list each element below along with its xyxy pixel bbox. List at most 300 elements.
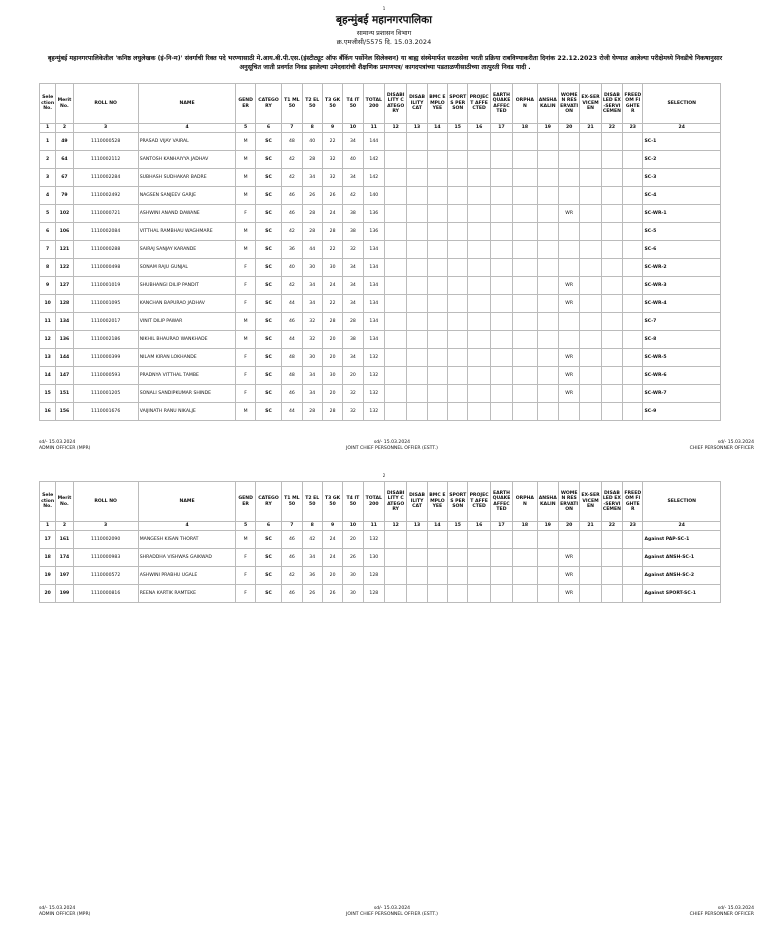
table-cell [623,567,643,585]
table-cell: F [236,349,255,367]
table-cell: 102 [56,205,73,223]
table-cell: 1110000399 [73,349,138,367]
column-header: CATEGORY [255,482,281,522]
table-cell [448,241,468,259]
table-cell [513,331,537,349]
table-cell [448,403,468,421]
table-cell: SONALI SANDIPKUMAR SHINDE [138,385,236,403]
column-header: SELECTION [643,84,721,124]
table-cell: 142 [363,169,384,187]
table-cell [407,367,427,385]
table-cell: 174 [56,549,73,567]
table-cell: 1110000721 [73,205,138,223]
table-cell: 1110002017 [73,313,138,331]
table-cell: SC-4 [643,187,721,205]
table-cell: SHUBHANGI DILIP PANDIT [138,277,236,295]
table-cell [384,367,406,385]
table-cell: 34 [343,295,363,313]
table-cell: WR [558,349,579,367]
table-cell: 28 [302,403,322,421]
table-cell: 8 [40,259,56,277]
column-number: 7 [282,124,302,133]
table-cell: 20 [322,331,342,349]
table-cell: F [236,205,255,223]
table-cell [427,567,447,585]
table-cell: 34 [343,277,363,295]
table-cell: M [236,133,255,151]
column-number: 22 [601,124,622,133]
table-cell: SC [255,151,281,169]
table-cell: 30 [322,367,342,385]
table-cell [537,151,558,169]
table-cell [623,187,643,205]
column-number: 10 [343,522,363,531]
table-cell [490,549,512,567]
table-cell: 38 [343,223,363,241]
table-cell [623,549,643,567]
table-cell: 24 [322,531,342,549]
table-cell [384,403,406,421]
table-cell [601,295,622,313]
table-cell: 1110002492 [73,187,138,205]
signature-joint-chief: sd/- 15.03.2024 JOINT CHIEF PERSONNEL OFFIER (ESTT.) [346,906,438,917]
table-cell: M [236,331,255,349]
table-cell [623,259,643,277]
table-cell: M [236,223,255,241]
table-cell: 32 [322,169,342,187]
table-cell [490,331,512,349]
table-cell: VITTHAL RAMBHAU WAGHMARE [138,223,236,241]
column-number: 8 [302,124,322,133]
table-cell: 13 [40,349,56,367]
column-header: PROJECT AFFECTED [468,482,490,522]
column-header: ROLL NO [73,482,138,522]
table-cell: 128 [363,567,384,585]
table-cell [537,403,558,421]
table-cell: SC [255,385,281,403]
column-number: 19 [537,522,558,531]
table-cell: 46 [282,531,302,549]
table-cell [580,169,601,187]
table-cell: SC [255,277,281,295]
signature-admin-officer: sd/- 15.03.2024 ADMIN OFFICER (MPR) [39,440,91,451]
table-cell: 1110002084 [73,223,138,241]
table-row [40,567,721,585]
table-cell [384,331,406,349]
table-cell [601,567,622,585]
table-cell: 26 [302,585,322,603]
table-cell: WR [558,205,579,223]
table-cell: 22 [322,295,342,313]
table-cell [558,403,579,421]
table-cell [601,133,622,151]
table-cell [580,549,601,567]
table-cell [427,403,447,421]
table-cell: SC-2 [643,151,721,169]
table-cell: 28 [322,313,342,331]
table-cell: 46 [282,385,302,403]
signature-chief-officer: sd/- 15.03.2024 CHIEF PERSONNER OFFICER [689,440,754,451]
column-number: 11 [363,124,384,133]
column-number: 21 [580,522,601,531]
table-cell: 42 [302,531,322,549]
table-cell [537,277,558,295]
table-cell: F [236,367,255,385]
table-cell [407,385,427,403]
table-cell: VINIT DILIP PAWAR [138,313,236,331]
table-cell [601,367,622,385]
column-number: 13 [407,124,427,133]
table-cell [384,187,406,205]
org-title: बृहन्मुंबई महानगरपालिका [336,14,432,26]
table-cell [537,295,558,313]
table-cell: 20 [322,349,342,367]
column-number: 20 [558,522,579,531]
table-cell [448,187,468,205]
table-cell: SHRADDHA VISHWAS GAIKWAD [138,549,236,567]
table-row [40,133,721,151]
table-cell: 136 [363,223,384,241]
table-cell: SC [255,531,281,549]
table-cell: M [236,403,255,421]
table-header-row [40,84,721,124]
table-cell [448,313,468,331]
table-cell: SC [255,567,281,585]
column-number: 4 [138,124,236,133]
table-cell: 48 [282,349,302,367]
table-cell: SC [255,585,281,603]
table-cell: SC [255,259,281,277]
column-header: DISABILITY CAT [407,84,427,124]
table-cell [490,295,512,313]
table-cell [427,241,447,259]
table-cell: 32 [302,331,322,349]
table-cell: 67 [56,169,73,187]
table-cell: 1110000816 [73,585,138,603]
table-cell [537,585,558,603]
table-cell [601,385,622,403]
table-cell: SC-WR-7 [643,385,721,403]
table-cell [448,169,468,187]
table-cell [601,531,622,549]
table-cell: 132 [363,531,384,549]
table-cell: SC [255,349,281,367]
table-cell: WR [558,295,579,313]
column-header: WOMEN RESERVATION [558,84,579,124]
table-cell [448,223,468,241]
table-cell: 9 [40,277,56,295]
table-cell: 24 [322,549,342,567]
table-cell [537,133,558,151]
table-cell [407,549,427,567]
table-cell: ASHWINI ANAND DAWANE [138,205,236,223]
table-cell: M [236,151,255,169]
table-cell [558,313,579,331]
column-number: 13 [407,522,427,531]
table-cell: 136 [56,331,73,349]
table-cell: 30 [343,585,363,603]
table-cell: 122 [56,259,73,277]
column-header: EX-SERVICEMEN [580,84,601,124]
table-cell: SC [255,367,281,385]
column-number-row [40,124,721,133]
table-cell [513,585,537,603]
table-cell [513,277,537,295]
table-cell [384,241,406,259]
table-cell [537,241,558,259]
table-cell [623,133,643,151]
column-header: Selection No. [40,84,56,124]
table-cell: 46 [282,205,302,223]
selection-table-page-1 [39,83,721,421]
table-cell: 46 [282,549,302,567]
table-cell [468,295,490,313]
table-cell [448,133,468,151]
table-cell: 7 [40,241,56,259]
table-cell [580,133,601,151]
table-cell: 1110002112 [73,151,138,169]
table-cell: 1 [40,133,56,151]
table-cell [490,151,512,169]
table-cell: 147 [56,367,73,385]
table-cell [407,531,427,549]
table-cell [580,367,601,385]
table-row [40,585,721,603]
table-row [40,241,721,259]
table-cell: 106 [56,223,73,241]
column-number: 1 [40,124,56,133]
table-cell: 20 [40,585,56,603]
table-cell: SC-5 [643,223,721,241]
table-cell [601,223,622,241]
table-cell [384,531,406,549]
table-row [40,187,721,205]
table-cell [384,223,406,241]
table-cell: 134 [56,313,73,331]
column-header: ROLL NO [73,84,138,124]
table-cell: Against ANSH-SC-2 [643,567,721,585]
column-number: 23 [623,522,643,531]
table-cell [468,349,490,367]
table-cell [427,385,447,403]
table-cell: M [236,169,255,187]
table-cell: 20 [322,385,342,403]
table-cell [407,567,427,585]
table-row [40,403,721,421]
table-cell: SC-WR-4 [643,295,721,313]
table-cell: SC-WR-6 [643,367,721,385]
column-number: 17 [490,522,512,531]
column-header: DISABILITY CAT [407,482,427,522]
table-cell [623,277,643,295]
table-cell [513,295,537,313]
column-header: TOTAL 200 [363,84,384,124]
table-cell [490,241,512,259]
table-cell: 15 [40,385,56,403]
table-cell: 4 [40,187,56,205]
column-number: 12 [384,124,406,133]
table-cell: 11 [40,313,56,331]
table-cell: 12 [40,331,56,349]
table-row [40,331,721,349]
table-cell [623,385,643,403]
table-cell: 1110000288 [73,241,138,259]
table-cell: 16 [40,403,56,421]
table-cell: 20 [343,367,363,385]
table-row [40,169,721,187]
column-header: T4 IT 50 [343,482,363,522]
table-cell [468,313,490,331]
table-cell [490,277,512,295]
table-cell: 28 [322,223,342,241]
column-number: 18 [513,522,537,531]
table-cell: SC-1 [643,133,721,151]
table-cell: ASHWINI PRABHU UGALE [138,567,236,585]
table-cell: 10 [40,295,56,313]
column-number: 20 [558,124,579,133]
table-cell: M [236,241,255,259]
column-header: FREEDOM FIGHTER [623,84,643,124]
table-cell [468,585,490,603]
table-cell: 34 [302,277,322,295]
table-cell: 42 [343,187,363,205]
table-cell [513,385,537,403]
column-header: FREEDOM FIGHTER [623,482,643,522]
table-cell [580,313,601,331]
column-header: Selection No. [40,482,56,522]
table-cell [490,223,512,241]
table-cell [537,169,558,187]
table-cell: SC-WR-3 [643,277,721,295]
table-cell: 1110002186 [73,331,138,349]
column-header: T2 EL 50 [302,482,322,522]
table-row [40,549,721,567]
signature-joint-chief: sd/- 15.03.2024 JOINT CHIEF PERSONNEL OFFIER (ESTT.) [346,440,438,451]
table-cell: 44 [282,295,302,313]
column-header: EX-SERVICEMEN [580,482,601,522]
table-cell: WR [558,277,579,295]
table-cell: 30 [302,349,322,367]
table-cell: 1110001019 [73,277,138,295]
table-cell: 34 [343,259,363,277]
table-cell: F [236,549,255,567]
column-number: 5 [236,522,255,531]
table-cell: 49 [56,133,73,151]
table-cell: 134 [363,295,384,313]
table-cell: 40 [302,133,322,151]
table-cell: SC [255,169,281,187]
table-cell: 30 [343,567,363,585]
table-cell: SC-9 [643,403,721,421]
column-header: T4 IT 50 [343,84,363,124]
table-cell: 46 [282,585,302,603]
table-cell: F [236,277,255,295]
column-number: 6 [255,522,281,531]
table-cell: 36 [282,241,302,259]
table-cell: 132 [363,403,384,421]
table-cell [537,205,558,223]
table-cell: 46 [282,313,302,331]
table-cell: 197 [56,567,73,585]
table-cell: 40 [343,151,363,169]
table-cell [448,585,468,603]
table-cell [601,349,622,367]
column-number: 12 [384,522,406,531]
table-cell: 134 [363,313,384,331]
column-number: 14 [427,522,447,531]
table-cell [513,259,537,277]
table-cell [407,331,427,349]
table-cell [427,187,447,205]
column-header: NAME [138,482,236,522]
table-cell: SC [255,187,281,205]
table-cell: NILAM KIRAN LOKHANDE [138,349,236,367]
column-number: 3 [73,522,138,531]
table-cell [513,313,537,331]
table-cell: 42 [282,151,302,169]
table-cell [537,349,558,367]
table-cell [407,133,427,151]
table-row [40,531,721,549]
table-cell [407,151,427,169]
table-cell [427,169,447,187]
table-cell [427,313,447,331]
table-cell [490,403,512,421]
table-cell [513,133,537,151]
table-cell [468,259,490,277]
table-row [40,277,721,295]
table-cell [468,169,490,187]
table-cell [601,151,622,169]
table-cell [427,531,447,549]
table-cell [623,205,643,223]
table-cell [558,187,579,205]
table-cell: 132 [363,367,384,385]
table-cell: 20 [322,567,342,585]
table-cell: 40 [282,259,302,277]
table-cell [601,331,622,349]
table-cell [623,367,643,385]
table-cell: SC [255,331,281,349]
table-cell: 144 [363,133,384,151]
column-number: 15 [448,522,468,531]
column-header: SPORTS PERSON [448,482,468,522]
column-header: T1 ML 50 [282,84,302,124]
table-cell [427,349,447,367]
table-cell [513,549,537,567]
table-cell [513,223,537,241]
column-header: BMC EMPLOYEE [427,84,447,124]
table-cell: 28 [302,151,322,169]
table-cell [513,531,537,549]
table-cell: 2 [40,151,56,169]
table-cell: SC-6 [643,241,721,259]
column-number: 16 [468,522,490,531]
column-header: SPORTS PERSON [448,84,468,124]
column-number: 18 [513,124,537,133]
table-cell: 22 [322,133,342,151]
table-cell [580,331,601,349]
table-cell [448,205,468,223]
table-cell [384,277,406,295]
table-cell: 161 [56,531,73,549]
table-cell [448,385,468,403]
page-number: 1 [382,6,386,11]
column-header: T2 EL 50 [302,84,322,124]
table-cell [490,169,512,187]
table-cell [601,585,622,603]
table-cell [490,531,512,549]
